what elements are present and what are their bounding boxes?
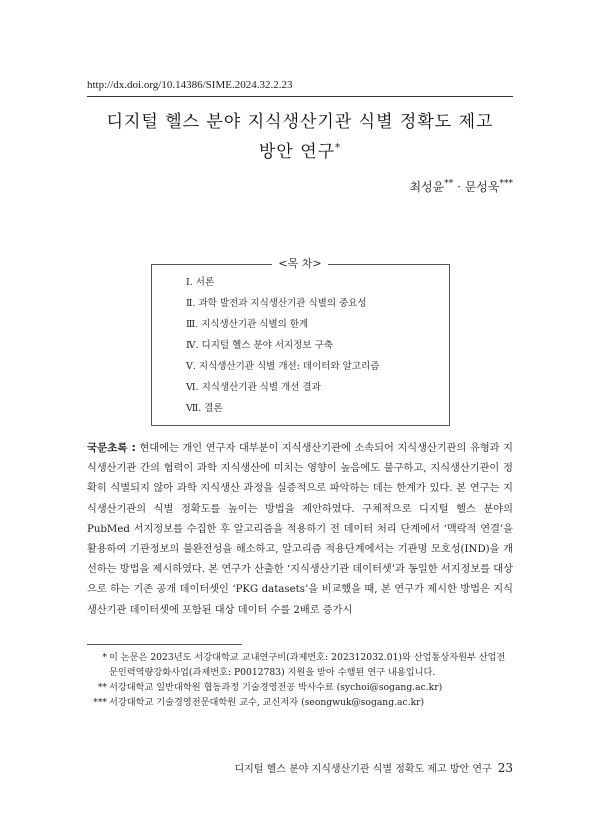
author-1-mark[interactable]: ** bbox=[444, 179, 454, 189]
toc-item: Ⅴ. 지식생산기관 식별 개선: 데이터와 알고리즘 bbox=[186, 361, 380, 372]
paper-title-line2 bbox=[80, 137, 520, 162]
toc-item: Ⅶ. 결론 bbox=[186, 403, 223, 414]
title-footnote-mark[interactable]: * bbox=[335, 142, 342, 154]
footnotes bbox=[87, 650, 513, 710]
author-1: 최성윤 bbox=[409, 180, 445, 194]
page-number: 23 bbox=[497, 761, 513, 775]
footnote-3 bbox=[87, 695, 513, 710]
footnote-rule bbox=[87, 644, 242, 645]
footnote-text: 서강대학교 일반대학원 협동과정 기술경영전공 박사수료 (sychoi@sogang.ac.kr) bbox=[109, 682, 443, 693]
toc-item: Ⅲ. 지식생산기관 식별의 한계 bbox=[186, 319, 309, 330]
footnote-2 bbox=[87, 680, 513, 695]
doi-link[interactable]: http://dx.doi.org/10.14386/SIME.2024.32.2.23 bbox=[87, 79, 293, 91]
toc-heading-text: <목 차> bbox=[272, 257, 327, 270]
footnote-text: 서강대학교 기술경영전문대학원 교수, 교신저자 (seongwuk@sogang.ac.kr) bbox=[109, 697, 425, 708]
footnote-mark: ** bbox=[97, 682, 107, 693]
footnote-1 bbox=[87, 650, 513, 680]
author-2: 문성욱 bbox=[464, 180, 500, 194]
toc-item: Ⅰ. 서론 bbox=[186, 277, 215, 288]
header-rule bbox=[87, 96, 513, 97]
author-2-mark[interactable]: *** bbox=[499, 179, 513, 189]
toc-item: Ⅳ. 디지털 헬스 분야 서지정보 구축 bbox=[186, 340, 333, 351]
running-footer-title: 디지털 헬스 분야 지식생산기관 식별 정확도 제고 방안 연구 bbox=[234, 764, 492, 775]
running-footer bbox=[234, 760, 513, 775]
toc-heading bbox=[0, 255, 600, 271]
toc-list bbox=[186, 277, 379, 424]
author-line bbox=[409, 178, 513, 195]
footnote-mark: *** bbox=[93, 697, 107, 708]
abstract-text: 현대에는 개인 연구자 대부분이 지식생산기관에 소속되어 지식생산기관의 유형과 지식생산기관 간의 협력이 과학 지식생산에 미치는 영향이 높음에도 불구하고, 지식생산기관이 정확히 식별되지 않아 과학 지식생산 과정을 실증적으로 파악하는 데는 한계가 있다. 본 연구는 지식생산기관의 식별 정확도를 높이는 방법을 제안하였다. 구체적으로 디지털 헬스 분야의 PubMed 서지정보를 수집한 후 알고리즘을 적용하기 전 데이터 처리 단계에서 ‘맥락적 연결’을 활용하여 기관정보의 불완전성을 해소하고, 알고리즘 적용단계에서는 기관명 모호성(IND)을 개선하는 방법을 제시하였다. 본 연구가 산출한 ‘지식생산기관 데이터셋’과 동일한 서지정보를 대상으로 하는 기존 공개 데이터셋인 ‘PKG datasets’을 비교했을 때, 본 연구가 제시한 방법은 지식생산기관 데이터셋에 포함된 대상 데이터 수를 2배로 증가시 bbox=[87, 443, 513, 616]
title-text-2: 방안 연구 bbox=[258, 142, 336, 162]
abstract-label: 국문초록 : bbox=[87, 442, 136, 454]
toc-item: Ⅱ. 과학 발전과 지식생산기관 식별의 중요성 bbox=[186, 298, 367, 309]
title-text-1: 디지털 헬스 분야 지식생산기관 식별 정확도 제고 bbox=[106, 112, 494, 132]
footnote-text: 이 논문은 2023년도 서강대학교 교내연구비(과제번호: 202312032.01)와 산업통상자원부 산업전문인력역량강화사업(과제번호: P0012783) 지원을 받아 수행된 연구 내용입니다. bbox=[109, 652, 506, 678]
korean-abstract bbox=[87, 438, 513, 621]
paper-title-line1 bbox=[80, 107, 520, 132]
footnote-mark: * bbox=[102, 652, 107, 663]
author-separator: · bbox=[457, 180, 461, 194]
toc-item: Ⅵ. 지식생산기관 식별 개선 결과 bbox=[186, 382, 321, 393]
